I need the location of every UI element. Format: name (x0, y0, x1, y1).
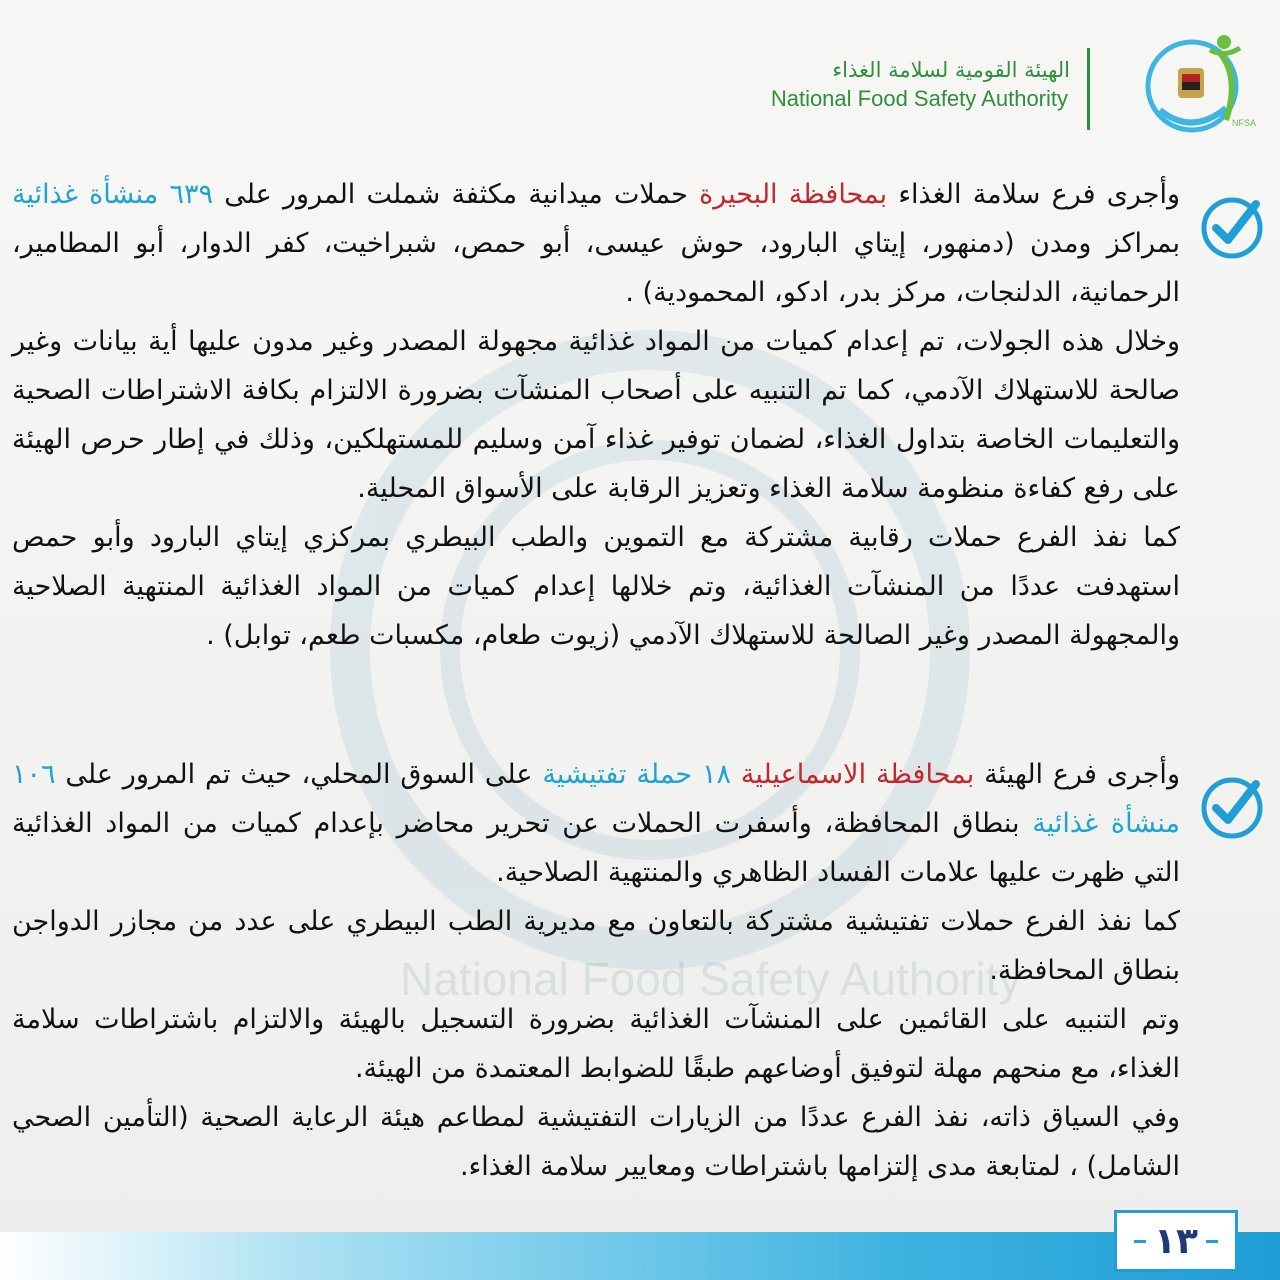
header-divider (1087, 48, 1090, 130)
establishments-count-highlight: ١٠٦ منشأة غذائية (12, 759, 1180, 839)
check-circle-icon (1198, 772, 1266, 840)
section-2-paragraph-4: وفي السياق ذاته، نفذ الفرع عددًا من الزيارات التفتيشية لمطاعم هيئة الرعاية الصحية (التأمين الصحي الشامل) ، لمتابعة مدى إلتزامها باشتراطات ومعايير سلامة الغذاء. (12, 1102, 1180, 1182)
footer-bar (0, 1232, 1280, 1280)
section-1-paragraph-2: وخلال هذه الجولات، تم إعدام كميات من المواد غذائية مجهولة المصدر وغير مدون عليها أية بيانات وغير صالحة للاستهلاك الآدمي، كما تم التنبيه على أصحاب المنشآت بضرورة الالتزام بكافة الاشتراطات الصحية والتعليمات الخاصة بتداول الغذاء، لضمان توفير غذاء آمن وسليم للمستهلكين، وذلك في إطار حرص الهيئة على رفع كفاءة منظومة سلامة الغذاء وتعزيز الرقابة على الأسواق المحلية. (12, 326, 1180, 504)
logo-badge: NFSA (1232, 118, 1257, 128)
campaigns-count-highlight: ١٨ حملة تفتيشية (542, 759, 732, 790)
org-name-arabic: الهيئة القومية لسلامة الغذاء (832, 58, 1070, 82)
establishments-count-highlight: ٦٣٩ منشأة غذائية (12, 179, 213, 210)
section-1-paragraph-1: وأجرى فرع سلامة الغذاء بمحافظة البحيرة حملات ميدانية مكثفة شملت المرور على ٦٣٩ منشأة غذائية بمراكز ومدن (دمنهور، إيتاي البارود، حوش عيسى، أبو حمص، شبراخيت، كفر الدوار، أبو المطامير، الرحمانية، الدلنجات، مركز بدر، ادكو، المحمودية) . (12, 179, 1181, 308)
section-2-paragraph-2: كما نفذ الفرع حملات تفتيشية مشتركة بالتعاون مع مديرية الطب البيطري على عدد من مجازر الدواجن بنطاق المحافظة. (12, 906, 1180, 986)
section-1-paragraph-3: كما نفذ الفرع حملات رقابية مشتركة مع التموين والطب البيطري بمركزي إيتاي البارود وأبو حمص استهدفت عددًا من المنشآت الغذائية، وتم خلالها إعدام كميات من المواد الغذائية المنتهية الصلاحية والمجهولة المصدر وغير الصالحة للاستهلاك الآدمي (زيوت طعام، مكسبات طعم، توابل) . (12, 522, 1180, 651)
dash-icon (1206, 1240, 1218, 1243)
org-name-english: National Food Safety Authority (770, 86, 1068, 111)
header (750, 28, 1257, 138)
section-2-text (12, 750, 1180, 1191)
section-2-paragraph-3: وتم التنبيه على القائمين على المنشآت الغذائية بضرورة التسجيل بالهيئة والالتزام باشتراطات سلامة الغذاء، مع منحهم مهلة لتوفيق أوضاعهم طبقًا للضوابط المعتمدة من الهيئة. (12, 1004, 1180, 1084)
governorate-highlight: بمحافظة البحيرة (699, 179, 888, 210)
watermark-text: National Food Safety Authority (400, 953, 1022, 1005)
page-number-box (1114, 1210, 1238, 1272)
governorate-highlight: بمحافظة الاسماعيلية (740, 759, 975, 790)
page-number: ١٣ (1154, 1220, 1198, 1262)
section-1-text (12, 170, 1180, 660)
dash-icon (1134, 1240, 1146, 1243)
section-2-paragraph-1: وأجرى فرع الهيئة بمحافظة الاسماعيلية ١٨ حملة تفتيشية على السوق المحلي، حيث تم المرور على ١٠٦ منشأة غذائية بنطاق المحافظة، وأسفرت الحملات عن تحرير محاضر بإعدام كميات من المواد الغذائية التي ظهرت عليها علامات الفساد الظاهري والمنتهية الصلاحية. (12, 759, 1180, 888)
check-circle-icon (1198, 192, 1266, 260)
nfsa-logo (1140, 28, 1257, 138)
